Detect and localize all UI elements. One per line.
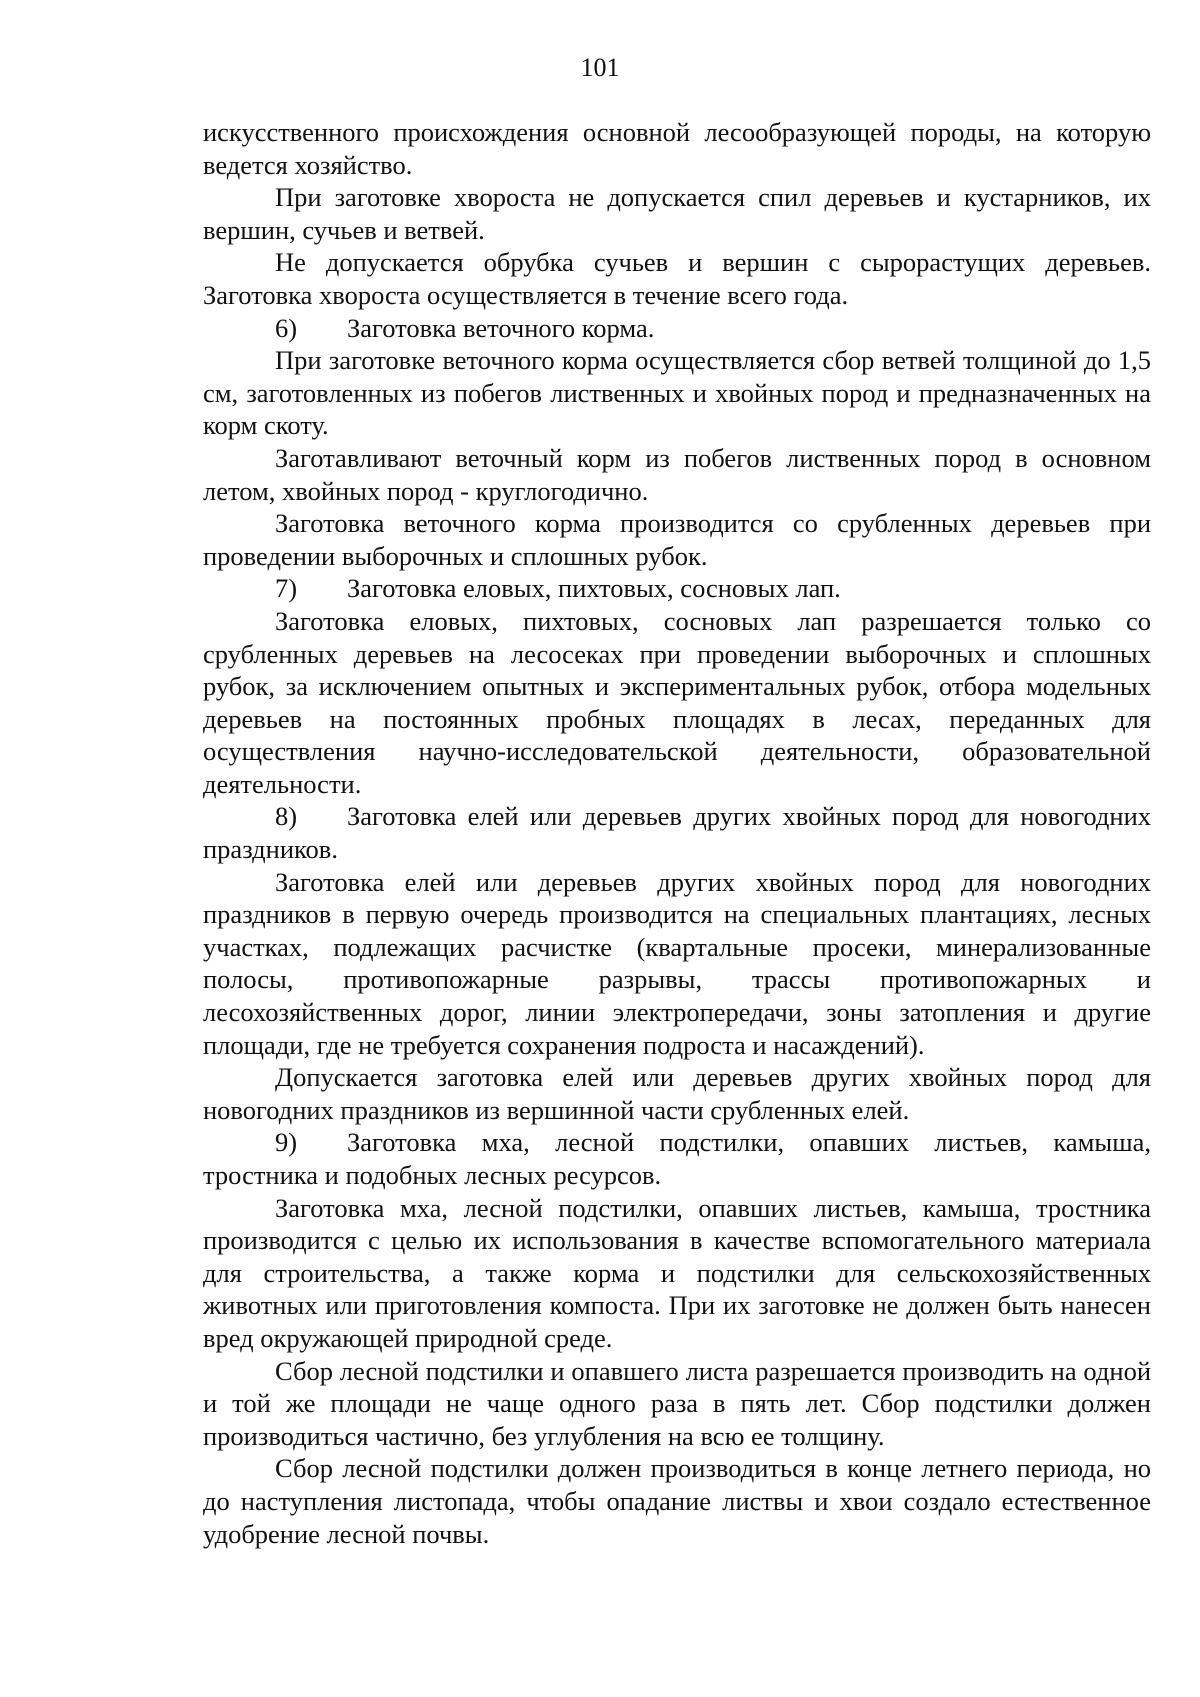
paragraph: Сбор лесной подстилки должен производиться в конце летнего периода, но до наступления листопада, чтобы опадание листвы и хвои создало естественное удобрение лесной почвы. xyxy=(203,1453,1151,1549)
paragraph: Заготовка еловых, пихтовых, сосновых лап разрешается только со срубленных деревьев на лесосеках при проведении выборочных и сплошных рубок, за исключением опытных и экспериментальных рубок, отбора модельных деревьев на постоянных пробных площадях в лесах, переданных для осуществления научно-исследовательской деятельности, образовательной деятельности. xyxy=(203,605,1151,799)
paragraph: При заготовке веточного корма осуществляется сбор ветвей толщиной до 1,5 см, заготовленных из побегов лиственных и хвойных пород и предназначенных на корм скоту. xyxy=(203,345,1151,441)
list-item-number: 8) xyxy=(275,801,298,832)
list-item-text: Заготовка елей или деревьев других хвойных пород для новогодних праздников. xyxy=(203,801,1151,865)
list-item-text: Заготовка веточного корма. xyxy=(347,312,655,343)
list-item-7 xyxy=(203,572,1151,605)
paragraph: Заготовка мха, лесной подстилки, опавших листьев, камыша, тростника производится с целью их использования в качестве вспомогательного материала для строительства, а также корма и подстилки для сельскохозяйственных животных или приготовления компоста. При их заготовке не должен быть нанесен вред окружающей природной среде. xyxy=(203,1192,1151,1353)
page-number: 101 xyxy=(580,53,620,82)
paragraph: Допускается заготовка елей или деревьев других хвойных пород для новогодних праздников из вершинной части срубленных елей. xyxy=(203,1062,1151,1125)
paragraph: Не допускается обрубка сучьев и вершин с сырорастущих деревьев. Заготовка хвороста осуществляется в течение всего года. xyxy=(203,247,1151,310)
list-item-6 xyxy=(203,312,1151,345)
list-item-9 xyxy=(203,1126,1151,1191)
paragraph: Заготовка веточного корма производится со срубленных деревьев при проведении выборочных и сплошных рубок. xyxy=(203,508,1151,571)
document-body xyxy=(203,116,1151,1550)
list-item-text: Заготовка еловых, пихтовых, сосновых лап. xyxy=(347,573,841,604)
list-item-number: 6) xyxy=(275,312,298,343)
list-item-8 xyxy=(203,800,1151,865)
paragraph: Сбор лесной подстилки и опавшего листа разрешается производить на одной и той же площади не чаще одного раза в пять лет. Сбор подстилки должен производиться частично, без углубления на всю ее толщину. xyxy=(203,1355,1151,1451)
paragraph: При заготовке хвороста не допускается спил деревьев и кустарников, их вершин, сучьев и ветвей. xyxy=(203,182,1151,245)
list-item-number: 9) xyxy=(275,1127,298,1158)
paragraph: Заготавливают веточный корм из побегов лиственных пород в основном летом, хвойных пород - круглогодично. xyxy=(203,442,1151,506)
list-item-text: Заготовка мха, лесной подстилки, опавших листьев, камыша, тростника и подобных лесных ресурсов. xyxy=(203,1127,1151,1190)
list-item-number: 7) xyxy=(275,573,298,604)
paragraph-continuation: искусственного происхождения основной лесообразующей породы, на которую ведется хозяйство. xyxy=(203,117,1151,180)
paragraph: Заготовка елей или деревьев других хвойных пород для новогодних праздников в первую очередь производится на специальных плантациях, лесных участках, подлежащих расчистке (квартальные просеки, минерализованные полосы, противопожарные разрывы, трассы противопожарных и лесохозяйственных дорог, линии электропередачи, зоны затопления и другие площади, где не требуется сохранения подроста и насаждений). xyxy=(203,866,1151,1060)
